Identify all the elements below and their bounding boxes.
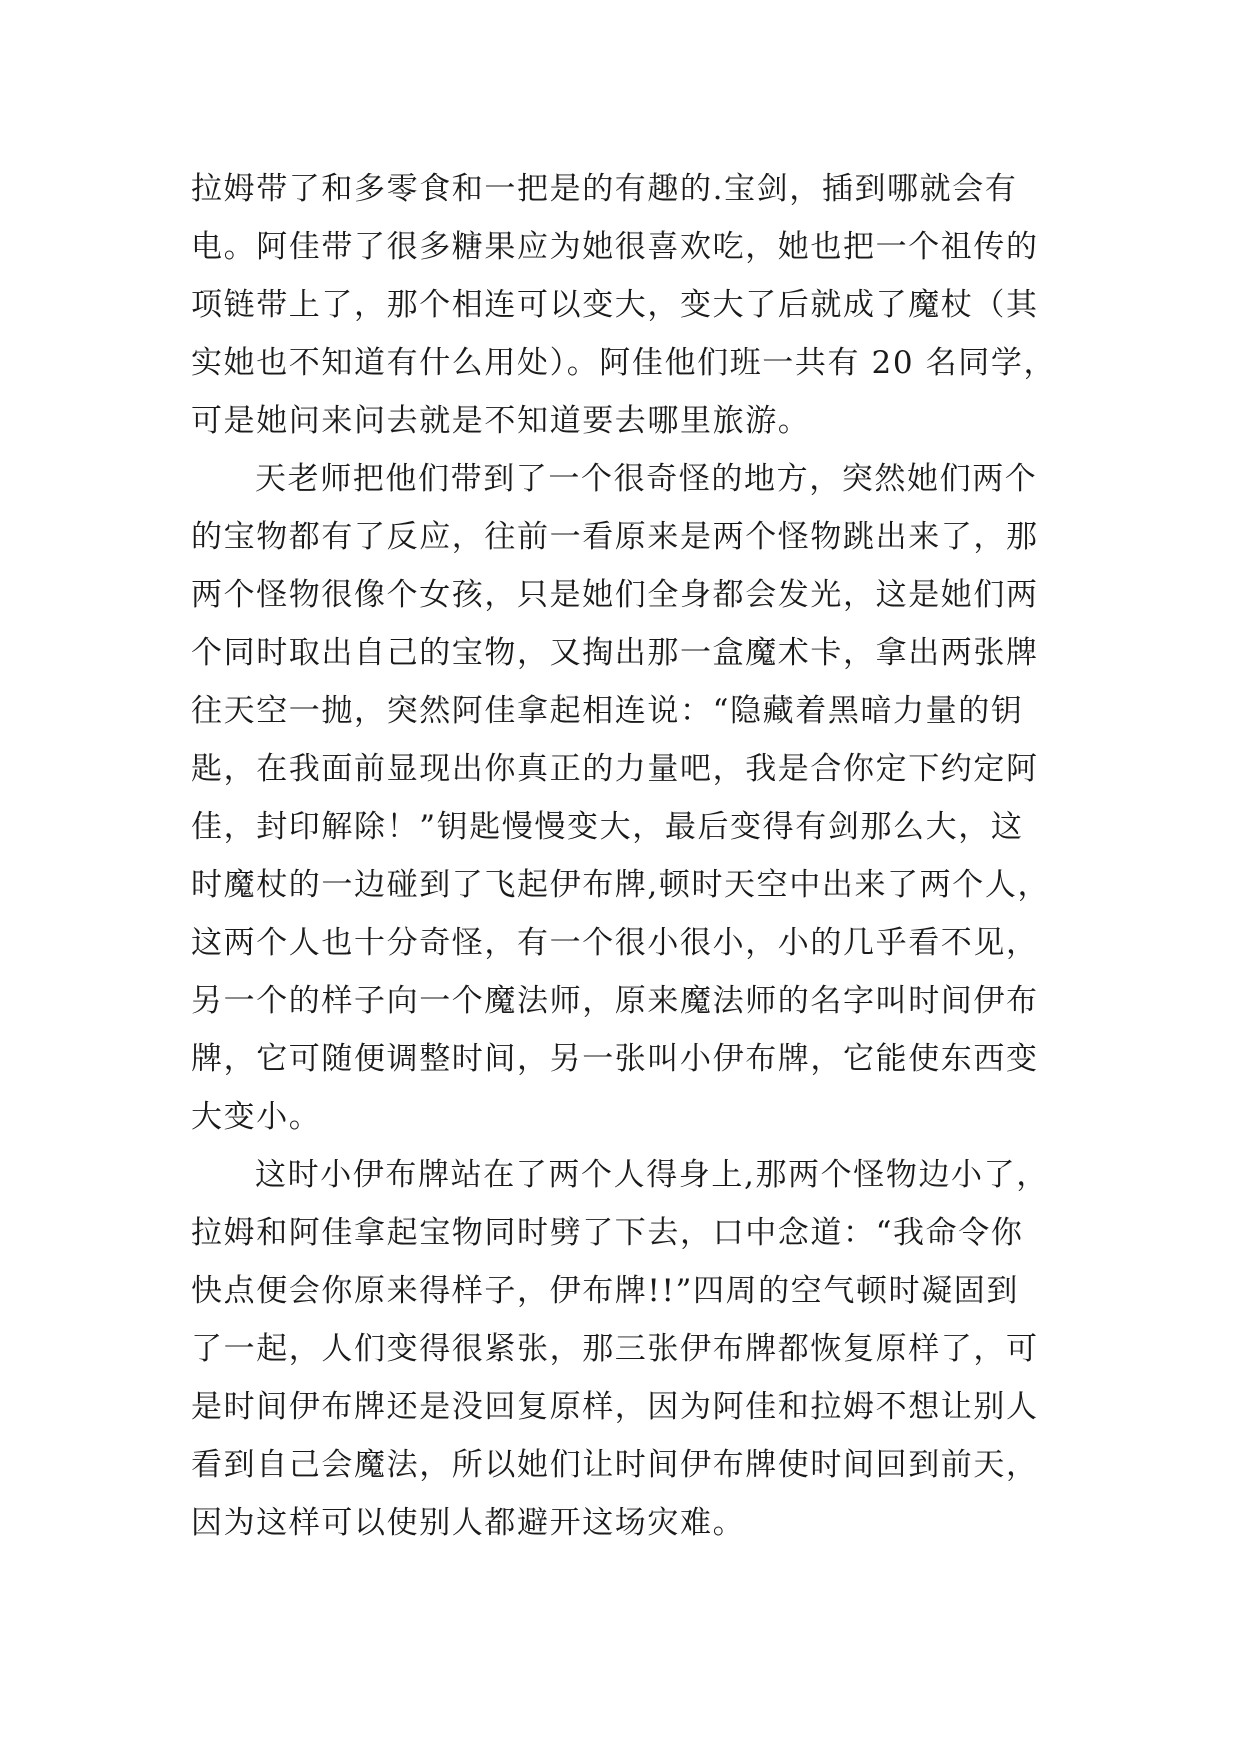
text-line: 实她也不知道有什么用处）。阿佳他们班一共有 20 名同学，	[191, 345, 1057, 381]
text-line: 拉姆带了和多零食和一把是的有趣的.宝剑，插到哪就会有	[191, 171, 1018, 207]
paragraph-2	[191, 450, 1071, 1146]
text-line: 快点便会你原来得样子，伊布牌!!”四周的空气顿时凝固到	[191, 1273, 1019, 1309]
text-line: 这两个人也十分奇怪，有一个很小很小，小的几乎看不见，	[191, 925, 1039, 961]
text-line: 时魔杖的一边碰到了飞起伊布牌,顿时天空中出来了两个人，	[191, 867, 1051, 903]
text-line: 的宝物都有了反应，往前一看原来是两个怪物跳出来了，那	[191, 519, 1039, 555]
text-line: 佳，封印解除！”钥匙慢慢变大，最后变得有剑那么大，这	[191, 809, 1024, 845]
text-line: 了一起，人们变得很紧张，那三张伊布牌都恢复原样了，可	[191, 1331, 1039, 1367]
text-line: 因为这样可以使别人都避开这场灾难。	[191, 1505, 746, 1541]
document-body	[191, 160, 1071, 1552]
paragraph-1	[191, 160, 1071, 450]
text-line: 这时小伊布牌站在了两个人得身上,那两个怪物边小了，	[255, 1157, 1049, 1193]
text-line: 往天空一抛，突然阿佳拿起相连说：“隐藏着黑暗力量的钥	[191, 693, 1024, 729]
text-line: 天老师把他们带到了一个很奇怪的地方，突然她们两个	[255, 461, 1038, 497]
text-line: 大变小。	[191, 1099, 322, 1135]
paragraph-3	[191, 1146, 1071, 1552]
text-line: 是时间伊布牌还是没回复原样，因为阿佳和拉姆不想让别人	[191, 1389, 1039, 1425]
text-line: 项链带上了，那个相连可以变大，变大了后就成了魔杖（其	[191, 287, 1039, 323]
text-line: 可是她问来问去就是不知道要去哪里旅游。	[191, 403, 811, 439]
text-line: 另一个的样子向一个魔法师，原来魔法师的名字叫时间伊布	[191, 983, 1039, 1019]
text-line: 电。阿佳带了很多糖果应为她很喜欢吃，她也把一个祖传的	[191, 229, 1039, 265]
text-line: 牌，它可随便调整时间，另一张叫小伊布牌，它能使东西变	[191, 1041, 1039, 1077]
text-line: 看到自己会魔法，所以她们让时间伊布牌使时间回到前天，	[191, 1447, 1039, 1483]
text-line: 匙，在我面前显现出你真正的力量吧，我是合你定下约定阿	[191, 751, 1039, 787]
text-line: 个同时取出自己的宝物，又掏出那一盒魔术卡，拿出两张牌	[191, 635, 1039, 671]
text-line: 拉姆和阿佳拿起宝物同时劈了下去，口中念道：“我命令你	[191, 1215, 1024, 1251]
text-line: 两个怪物很像个女孩，只是她们全身都会发光，这是她们两	[191, 577, 1039, 613]
